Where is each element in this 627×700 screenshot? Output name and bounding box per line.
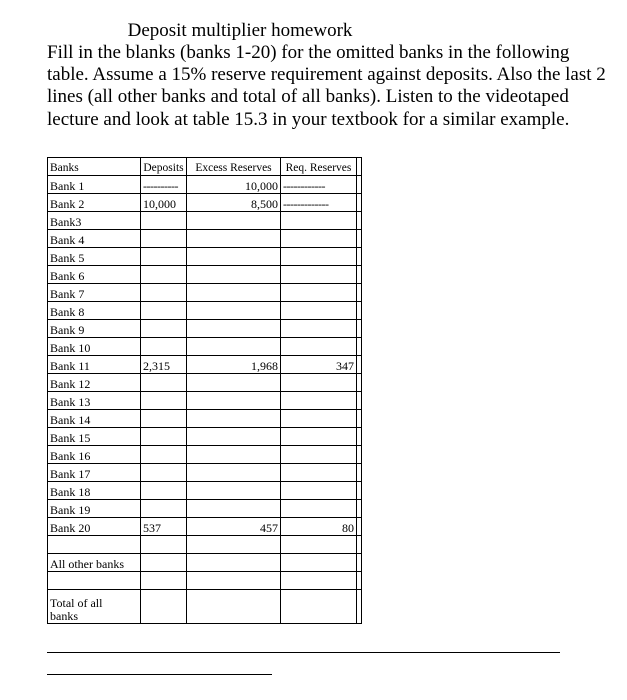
cell-excess-reserves bbox=[187, 392, 281, 410]
cell-excess-reserves bbox=[187, 230, 281, 248]
row-label-bank: Bank 5 bbox=[48, 248, 141, 266]
cell-edge bbox=[357, 320, 362, 338]
cell-deposits bbox=[141, 320, 187, 338]
cell-edge bbox=[357, 230, 362, 248]
cell-excess-reserves bbox=[187, 374, 281, 392]
cell-deposits bbox=[141, 374, 187, 392]
table-row bbox=[48, 446, 362, 464]
cell-required-reserves bbox=[281, 392, 357, 410]
cell-excess-reserves: 8,500 bbox=[187, 194, 281, 212]
cell-deposits bbox=[141, 392, 187, 410]
table-row-blank bbox=[48, 572, 362, 590]
cell-deposits: 2,315 bbox=[141, 356, 187, 374]
row-label-bank: Bank 16 bbox=[48, 446, 141, 464]
cell-excess-reserves: 10,000 bbox=[187, 176, 281, 194]
answer-line bbox=[47, 652, 560, 653]
cell-required-reserves: 80 bbox=[281, 518, 357, 536]
cell-edge bbox=[357, 536, 362, 554]
table-row bbox=[48, 302, 362, 320]
cell-edge bbox=[357, 194, 362, 212]
cell-required-reserves bbox=[281, 320, 357, 338]
cell-edge bbox=[357, 482, 362, 500]
cell-required-reserves bbox=[281, 374, 357, 392]
row-label-bank: Bank 4 bbox=[48, 230, 141, 248]
row-label-bank: Bank 12 bbox=[48, 374, 141, 392]
table-row bbox=[48, 482, 362, 500]
cell-excess-reserves bbox=[187, 554, 281, 572]
cell-edge bbox=[357, 446, 362, 464]
cell-edge bbox=[357, 302, 362, 320]
row-label-bank: Bank 20 bbox=[48, 518, 141, 536]
row-label-bank: Bank 1 bbox=[48, 176, 141, 194]
cell-excess-reserves: 1,968 bbox=[187, 356, 281, 374]
cell-blank bbox=[141, 572, 187, 590]
row-label-bank: Bank 18 bbox=[48, 482, 141, 500]
cell-deposits bbox=[141, 248, 187, 266]
row-label-bank: Bank 13 bbox=[48, 392, 141, 410]
row-label-bank: Bank 2 bbox=[48, 194, 141, 212]
cell-required-reserves bbox=[281, 212, 357, 230]
total-label-line-2: banks bbox=[50, 609, 78, 623]
cell-blank bbox=[281, 536, 357, 554]
row-label-total-all-banks bbox=[48, 590, 141, 624]
cell-deposits bbox=[141, 554, 187, 572]
cell-edge bbox=[357, 176, 362, 194]
table-row bbox=[48, 410, 362, 428]
cell-blank bbox=[187, 572, 281, 590]
row-label-bank: Bank 17 bbox=[48, 464, 141, 482]
answer-line bbox=[47, 674, 272, 675]
cell-excess-reserves bbox=[187, 212, 281, 230]
cell-edge bbox=[357, 248, 362, 266]
row-label-bank: Bank3 bbox=[48, 212, 141, 230]
cell-edge bbox=[357, 284, 362, 302]
table-row bbox=[48, 212, 362, 230]
table-row bbox=[48, 500, 362, 518]
cell-deposits bbox=[141, 410, 187, 428]
row-label-bank: Bank 8 bbox=[48, 302, 141, 320]
table-row bbox=[48, 338, 362, 356]
table-row bbox=[48, 230, 362, 248]
row-label-bank: Bank 19 bbox=[48, 500, 141, 518]
cell-excess-reserves bbox=[187, 266, 281, 284]
cell-excess-reserves bbox=[187, 248, 281, 266]
cell-deposits bbox=[141, 590, 187, 624]
cell-deposits bbox=[141, 212, 187, 230]
cell-deposits bbox=[141, 266, 187, 284]
cell-blank bbox=[281, 572, 357, 590]
cell-edge bbox=[357, 410, 362, 428]
cell-edge bbox=[357, 554, 362, 572]
cell-required-reserves bbox=[281, 482, 357, 500]
cell-excess-reserves bbox=[187, 338, 281, 356]
cell-blank bbox=[48, 536, 141, 554]
cell-required-reserves bbox=[281, 410, 357, 428]
cell-deposits bbox=[141, 230, 187, 248]
row-label-bank: Bank 6 bbox=[48, 266, 141, 284]
table-row bbox=[48, 428, 362, 446]
cell-deposits bbox=[141, 464, 187, 482]
cell-required-reserves bbox=[281, 230, 357, 248]
table-row bbox=[48, 266, 362, 284]
cell-deposits bbox=[141, 482, 187, 500]
cell-excess-reserves bbox=[187, 302, 281, 320]
cell-edge bbox=[357, 464, 362, 482]
table-row bbox=[48, 176, 362, 194]
cell-edge bbox=[357, 392, 362, 410]
table-row bbox=[48, 464, 362, 482]
cell-edge bbox=[357, 590, 362, 624]
cell-required-reserves bbox=[281, 302, 357, 320]
cell-deposits bbox=[141, 284, 187, 302]
table-header-row bbox=[48, 158, 362, 176]
column-header-banks: Banks bbox=[48, 158, 141, 176]
cell-blank bbox=[48, 572, 141, 590]
cell-excess-reserves bbox=[187, 410, 281, 428]
table-row-total-all-banks bbox=[48, 590, 362, 624]
table-edge-cell bbox=[357, 158, 362, 176]
table-row-blank bbox=[48, 536, 362, 554]
cell-edge bbox=[357, 428, 362, 446]
cell-deposits: 537 bbox=[141, 518, 187, 536]
cell-edge bbox=[357, 266, 362, 284]
total-label-line-1: Total of all bbox=[50, 596, 103, 610]
cell-excess-reserves bbox=[187, 464, 281, 482]
cell-edge bbox=[357, 338, 362, 356]
cell-required-reserves bbox=[281, 554, 357, 572]
cell-required-reserves: ------------- bbox=[281, 194, 357, 212]
table-row-all-other-banks bbox=[48, 554, 362, 572]
table-row bbox=[48, 320, 362, 338]
cell-required-reserves bbox=[281, 248, 357, 266]
deposit-multiplier-table bbox=[47, 157, 362, 624]
cell-edge bbox=[357, 356, 362, 374]
column-header-required-reserves: Req. Reserves bbox=[281, 158, 357, 176]
table-row bbox=[48, 356, 362, 374]
cell-excess-reserves bbox=[187, 590, 281, 624]
cell-edge bbox=[357, 518, 362, 536]
cell-required-reserves bbox=[281, 500, 357, 518]
cell-excess-reserves: 457 bbox=[187, 518, 281, 536]
table-row bbox=[48, 194, 362, 212]
cell-deposits bbox=[141, 428, 187, 446]
cell-required-reserves bbox=[281, 446, 357, 464]
cell-required-reserves bbox=[281, 284, 357, 302]
page-title: Deposit multiplier homework bbox=[127, 20, 353, 41]
cell-required-reserves bbox=[281, 464, 357, 482]
table-row bbox=[48, 284, 362, 302]
cell-blank bbox=[187, 536, 281, 554]
cell-excess-reserves bbox=[187, 500, 281, 518]
cell-required-reserves bbox=[281, 266, 357, 284]
cell-deposits: 10,000 bbox=[141, 194, 187, 212]
row-label-all-other-banks: All other banks bbox=[48, 554, 141, 572]
cell-excess-reserves bbox=[187, 482, 281, 500]
row-label-bank: Bank 9 bbox=[48, 320, 141, 338]
cell-deposits bbox=[141, 446, 187, 464]
cell-required-reserves bbox=[281, 338, 357, 356]
table-row bbox=[48, 518, 362, 536]
row-label-bank: Bank 7 bbox=[48, 284, 141, 302]
cell-edge bbox=[357, 572, 362, 590]
row-label-bank: Bank 10 bbox=[48, 338, 141, 356]
instructions-text: Fill in the blanks (banks 1-20) for the omitted banks in the following table. Assume a 15% reserve requirement against deposits. Also the last 2 lines (all other banks and total of all banks). Listen to the videotaped lecture and look at table 15.3 in your textbook for a similar example. bbox=[47, 42, 606, 130]
cell-blank bbox=[141, 536, 187, 554]
cell-deposits bbox=[141, 302, 187, 320]
cell-deposits: ---------- bbox=[141, 176, 187, 194]
cell-excess-reserves bbox=[187, 428, 281, 446]
table-row bbox=[48, 248, 362, 266]
cell-required-reserves bbox=[281, 590, 357, 624]
cell-deposits bbox=[141, 338, 187, 356]
column-header-excess-reserves: Excess Reserves bbox=[187, 158, 281, 176]
cell-required-reserves bbox=[281, 428, 357, 446]
cell-excess-reserves bbox=[187, 284, 281, 302]
cell-edge bbox=[357, 374, 362, 392]
column-header-deposits: Deposits bbox=[141, 158, 187, 176]
cell-edge bbox=[357, 500, 362, 518]
table-row bbox=[48, 392, 362, 410]
cell-excess-reserves bbox=[187, 320, 281, 338]
table-row bbox=[48, 374, 362, 392]
row-label-bank: Bank 11 bbox=[48, 356, 141, 374]
row-label-bank: Bank 14 bbox=[48, 410, 141, 428]
cell-excess-reserves bbox=[187, 446, 281, 464]
cell-deposits bbox=[141, 500, 187, 518]
row-label-bank: Bank 15 bbox=[48, 428, 141, 446]
cell-edge bbox=[357, 212, 362, 230]
cell-required-reserves: 347 bbox=[281, 356, 357, 374]
cell-required-reserves: ------------ bbox=[281, 176, 357, 194]
